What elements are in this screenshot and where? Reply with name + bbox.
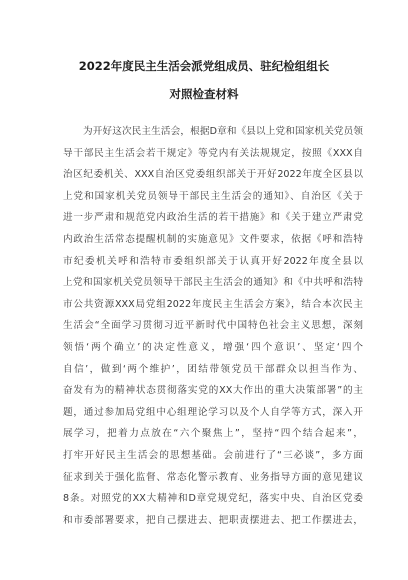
body-line: 上党和国家机关党员领导干部民主生活会的通知》、自治区《关于 — [63, 190, 363, 202]
body-line: 打牢开好民主生活会的思想基础。会前进行了“三必谈”，多方面 — [63, 449, 363, 461]
body-line: 生活会“全面学习贯彻习近平新时代中国特色社会主义思想，深刻 — [63, 320, 363, 332]
body-line: 和市委部署要求，把自己摆进去、把职责摆进去、把工作摆进去， — [63, 514, 363, 526]
body-line: 内政治生活常态提醒机制的实施意见》文件要求，依据《呼和浩特 — [63, 233, 363, 245]
body-line: 市公共资源XXX局党组2022年度民主生活会方案》，结合本次民主 — [63, 298, 363, 310]
body-line: 题，通过参加局党组中心组理论学习以及个人自学等方式，深入开 — [63, 406, 363, 418]
body-line: 奋发有为的精神状态贯彻落实党的XX大作出的重大决策部署”的主 — [63, 385, 363, 397]
body-line: 市纪委机关呼和浩特市委组织部关于认真开好2022年度全县以 — [63, 255, 363, 267]
document-subtitle: 对照检查材料 — [169, 87, 239, 101]
body-line: 自信’，做到‘两个维护’，团结带领党员干部群众以担当作为、 — [63, 363, 363, 375]
body-line: 领悟‘两个确立’的决定性意义，增强‘四个意识’、坚定‘四个 — [63, 341, 363, 353]
document-title: 2022年度民主生活会派党组成员、驻纪检组组长 — [78, 59, 330, 73]
body-line: 征求到关于强化监督、常态化警示教育、业务指导方面的意见建议 — [63, 471, 363, 483]
body-line: 为开好这次民主生活会，根据D章和《县以上党和国家机关党员领 — [83, 126, 363, 137]
body-line: 展学习，把着力点放在“六个聚焦上”，坚持“四个结合起来”， — [63, 428, 363, 440]
body-line: 上党和国家机关党员领导干部民主生活会的通知》和《中共呼和浩特 — [63, 277, 363, 289]
body-line: 进一步严肃和规范党内政治生活的若干措施》和《关于建立严肃党 — [63, 212, 363, 224]
body-line: 8条。对照党的XX大精神和D章党规党纪，落实中央、自治区党委 — [63, 493, 363, 505]
body-line: 导干部民主生活会若干规定》等党内有关法规规定，按照《XXX自 — [63, 147, 363, 159]
document-body — [63, 121, 363, 531]
body-line: 治区纪委机关、XXX自治区党委组织部关于开好2022年度全区县以 — [63, 169, 363, 181]
